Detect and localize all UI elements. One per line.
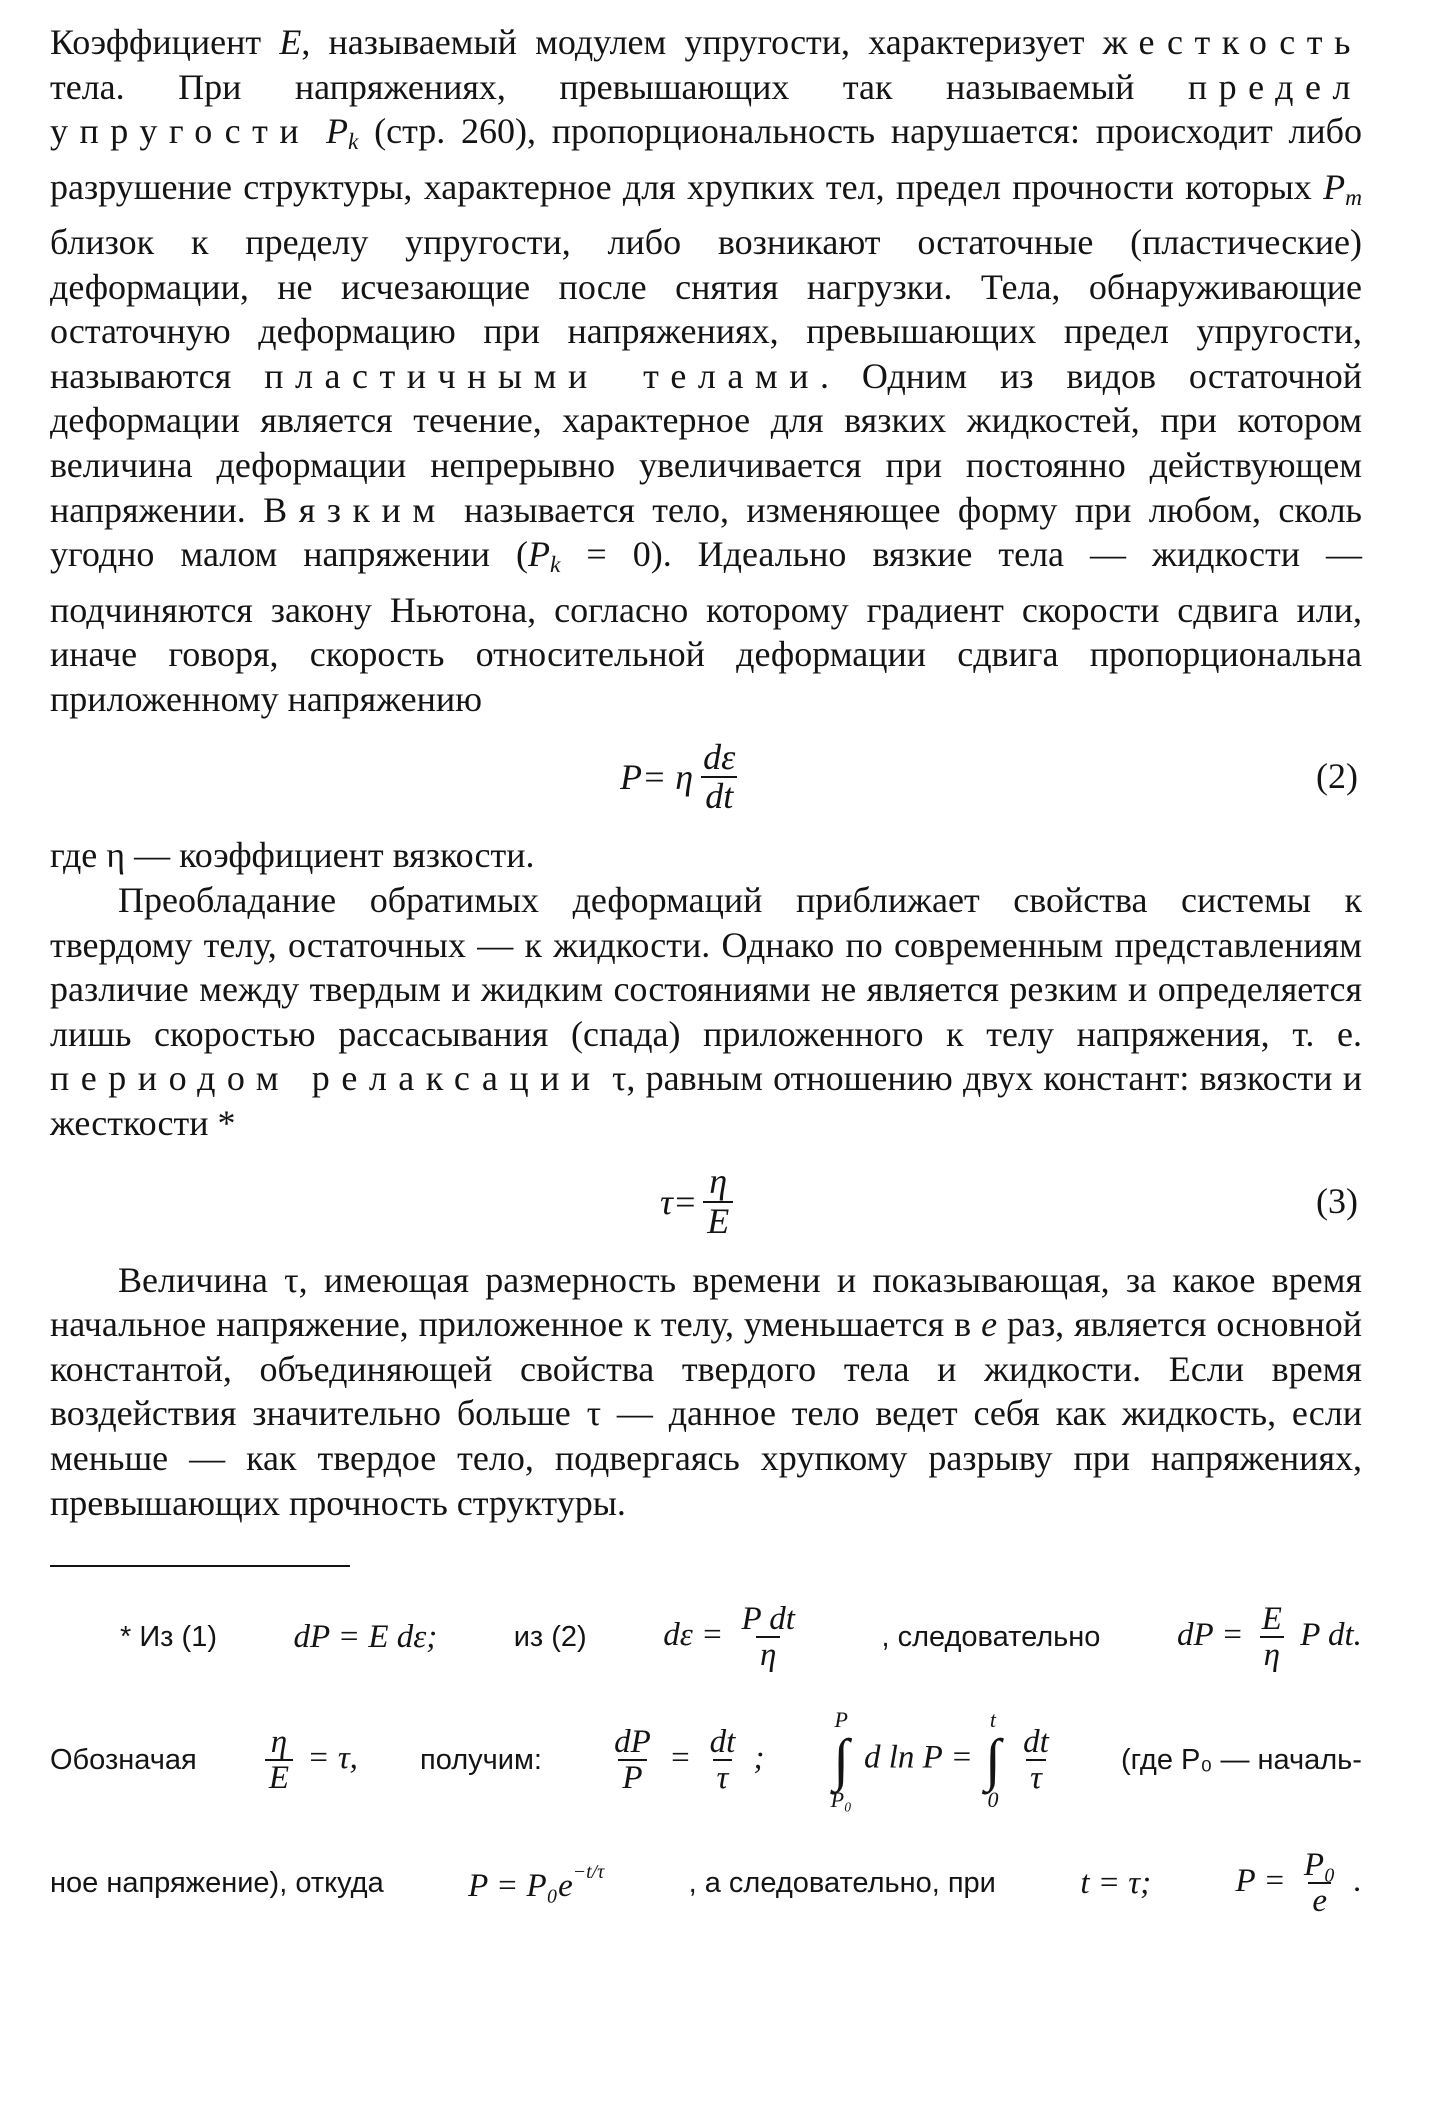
paragraph-eta-definition: где η — коэффициент вязкости. — [50, 835, 535, 876]
footnote-line-2 — [50, 1685, 1362, 1835]
footnote-line-1 — [50, 1589, 1362, 1685]
fraction: $\frac{\text{P dt}}{\eta}$ — [741, 1600, 795, 1674]
formula: $P = P_0e^{-t/\tau}$ — [468, 1861, 605, 1905]
formula: dP = E dε; — [293, 1618, 438, 1655]
emphasis-relaxation-period: периодом релаксации — [50, 1058, 602, 1099]
text: из (2) — [513, 1620, 587, 1653]
fraction: $\frac{\text{P₀}}{e}$ — [1303, 1846, 1336, 1920]
emphasis-elastic-limit: предел упругости — [50, 66, 1362, 152]
emphasis-plastic-bodies: пластичными телами — [264, 355, 820, 396]
text: (где P₀ — началь- — [1120, 1743, 1362, 1776]
integral-sign: P ∫ P₀ — [830, 1707, 852, 1813]
paragraph-tau-meaning — [50, 1258, 1362, 1526]
fraction: $\frac{dP}{P}$ — [614, 1723, 651, 1797]
text: Преобладание обратимых деформаций приближает свойства системы к твердому телу, остаточных — к жидкости. Однако по современным представлениям различие между твердым и жидким состояниями не является резким и определяется лишь скоростью рассасывания (спада) приложенного к телу напряжения, т. е. — [50, 880, 1362, 1054]
text: тела. При напряжениях, превышающих так называемый — [50, 66, 1188, 107]
paragraph-relaxation — [50, 878, 1362, 1146]
emphasis-stiffness: жесткость — [1102, 22, 1362, 62]
footnote-divider — [50, 1565, 350, 1567]
text: = 0). Идеально вязкие тела — жидкости — подчиняются закону Ньютона, согласно которому градиент скорости сдвига или, иначе говоря, скорость относительной деформации сдвига пропорциональна приложенному напряжению — [50, 534, 1362, 719]
text: близок к пределу упругости, либо возникают остаточные (пластические) деформации, не исчезающие после снятия нагрузки. Тела, обнаруживающие остаточную деформацию при напряжениях, превышающих предел упругости, называются — [50, 222, 1362, 396]
formula: dε = $\frac{\text{P dt}}{\eta}$ — [663, 1602, 805, 1673]
formula: dP = $\frac{E}{\eta}$ P dt. — [1176, 1600, 1362, 1674]
formula-2 — [50, 721, 1362, 833]
formula: $\frac{\eta}{E}$ = τ, — [259, 1725, 358, 1796]
text: раз, является основной константой, объединяющей свойства твердого тела и жидкости. Если время воздействия значительно больше τ — данное тело ведет себя как жидкость, если меньше — как твердое тело, подвергаясь хрупкому разрыву при напряжениях, превышающих прочность структуры. — [50, 1304, 1362, 1523]
footnote-line-3 — [50, 1835, 1362, 1931]
fraction: $\frac{dt}{\tau}$ — [709, 1723, 736, 1797]
text: (стр. 260), пропорциональность нарушается: происходит либо разрушение структуры, характерное для хрупких тел, предел прочности которых — [50, 111, 1362, 207]
emphasis-viscous: Вязким — [263, 489, 447, 530]
formula: P = $\frac{\text{P₀}}{e}$ . — [1235, 1846, 1362, 1920]
formula: t = τ; — [1080, 1864, 1152, 1901]
numerator: η — [709, 1160, 728, 1201]
text: Обозначая — [50, 1743, 197, 1776]
formula: $\frac{dP}{P}$ = $\frac{dt}{\tau}$ ; — [604, 1725, 764, 1796]
text: , называемый модулем упругости, характеризует — [301, 22, 1103, 62]
formula-eq: = η — [642, 757, 694, 798]
text: τ, равным отношению двух констант: вязкости и жесткости * — [50, 1058, 1362, 1143]
numerator: dε — [703, 736, 736, 777]
text: получим: — [420, 1743, 542, 1776]
symbol-pk: $P_k$ — [528, 534, 561, 579]
denominator: E — [703, 1201, 733, 1241]
formula-lhs: P — [620, 757, 642, 798]
formula-integral: P ∫ P₀ d ln P = t ∫ 0 $\frac{dt}{\tau}$ — [827, 1709, 1059, 1811]
footnote — [50, 1589, 1362, 1931]
text: , а следовательно, при — [688, 1866, 996, 1899]
fraction: $\frac{dt}{\tau}$ — [1023, 1723, 1049, 1797]
text: . Одним из видов остаточной деформации является течение, характерное для вязких жидкостей, при котором величина деформации непрерывно увеличивается при постоянно действующем напряжении. — [50, 355, 1362, 530]
symbol-pk: $P_k$ — [325, 111, 359, 156]
symbol-e-modulus: E — [279, 22, 302, 62]
text: , следовательно — [881, 1620, 1101, 1653]
integral-sign: t ∫ 0 — [985, 1707, 1001, 1813]
page — [50, 20, 1362, 1931]
text: Коэффициент — [50, 22, 280, 62]
symbol-pm: $P_m$ — [1323, 166, 1362, 211]
fraction — [703, 1160, 733, 1241]
equation-number: (2) — [1316, 756, 1358, 797]
text: ное напряжение), откуда — [50, 1866, 384, 1899]
text: называется тело, изменяющее форму при любом, сколь угодно малом напряжении ( — [50, 489, 1362, 575]
fraction: $\frac{E}{\eta}$ — [1258, 1602, 1286, 1673]
text: Величина τ, имеющая размерность времени и показывающая, за какое время начальное напряжение, приложенное к телу, уменьшается в — [50, 1259, 1362, 1345]
formula-eq: = — [672, 1181, 698, 1222]
symbol-e: e — [981, 1304, 998, 1345]
paragraph-elasticity — [50, 20, 1362, 721]
formula-lhs: τ — [660, 1181, 673, 1222]
fraction — [699, 736, 739, 817]
formula-3 — [50, 1146, 1362, 1258]
footnote-marker: * Из (1) — [120, 1620, 217, 1653]
equation-number: (3) — [1316, 1180, 1358, 1221]
denominator: dt — [701, 776, 737, 816]
fraction: $\frac{\eta}{E}$ — [265, 1725, 293, 1796]
